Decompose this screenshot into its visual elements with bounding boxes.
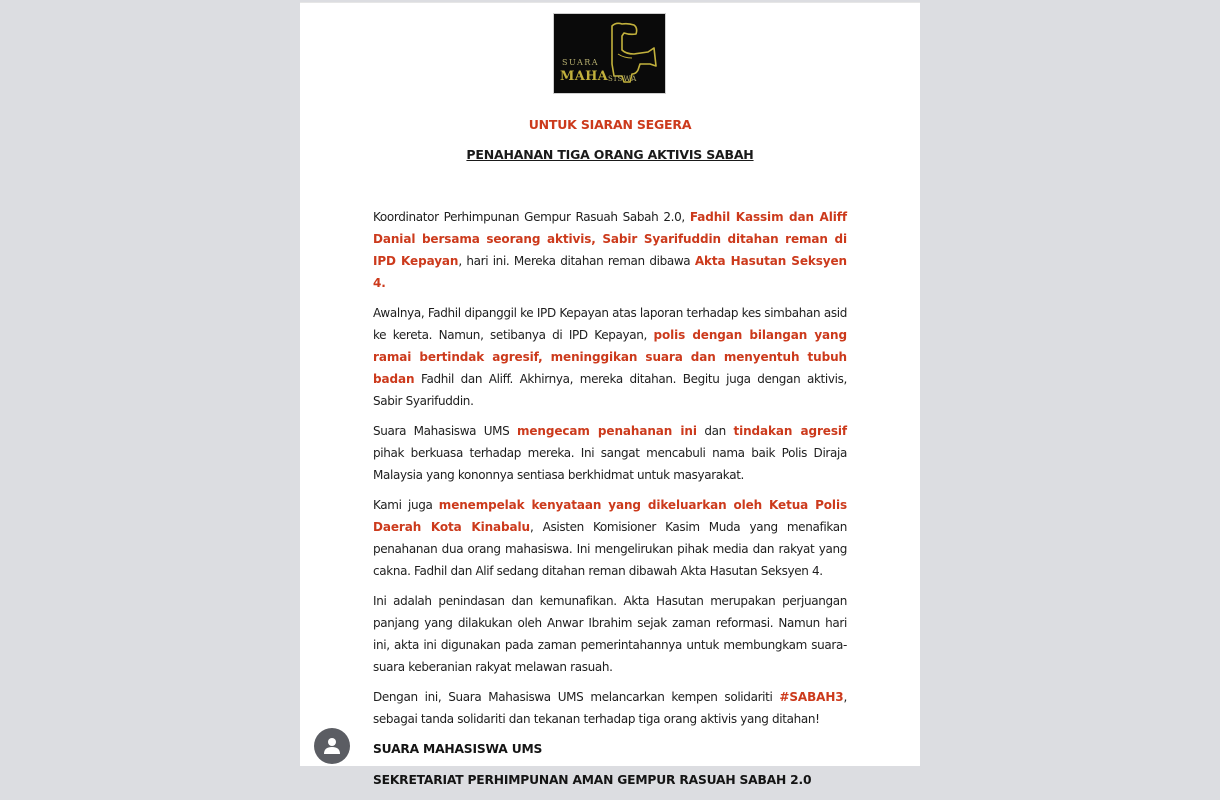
highlighted-text: tindakan agresif [733,424,848,438]
release-label: UNTUK SIARAN SEGERA [528,117,692,132]
paragraph [373,494,847,582]
highlighted-text: #SABAH3 [779,690,844,704]
body-text: , hari ini. Mereka ditahan reman dibawa [458,254,695,268]
signature-line-2: SEKRETARIAT PERHIMPUNAN AMAN GEMPUR RASUAH SABAH 2.0 [373,773,812,787]
paragraph [373,302,847,412]
signature-line-1: SUARA MAHASISWA UMS [373,742,543,756]
document-page [300,2,920,787]
document-body [373,206,847,800]
suara-mahasiswa-logo [553,13,666,94]
document-title: PENAHANAN TIGA ORANG AKTIVIS SABAH [466,147,754,162]
body-text: Fadhil dan Aliff. Akhirnya, mereka ditahan. Begitu juga dengan aktivis, Sabir Syarifuddin. [373,372,847,408]
logo-text-suara: SUARA [562,58,600,67]
body-text: , sebagai tanda solidariti dan tekanan terhadap tiga orang aktivis yang ditahan! [373,690,847,726]
paragraph [373,686,847,730]
highlighted-text: mengecam penahanan ini [516,424,697,438]
body-text: Suara Mahasiswa UMS [373,424,517,438]
paragraph [373,206,847,294]
body-text: Koordinator Perhimpunan Gempur Rasuah Sabah 2.0, [373,210,690,224]
avatar-button[interactable] [314,728,350,764]
highlighted-text: Fadhil Kassim dan Aliff Danial bersama seorang aktivis, Sabir Syarifuddin ditahan reman di IPD Kepayan [373,210,848,268]
body-text: Awalnya, Fadhil dipanggil ke IPD Kepayan atas laporan terhadap kes simbahan asid ke kereta. Namun, setibanya di IPD Kepayan, [373,306,847,342]
body-text: Kami juga [373,498,439,512]
body-text: Dengan ini, Suara Mahasiswa UMS melancarkan kempen solidariti [373,690,780,704]
logo-text-siswa: SISWA [608,75,638,83]
logo-text-maha: MAHA [560,69,609,84]
body-text: Ini adalah penindasan dan kemunafikan. Akta Hasutan merupakan perjuangan panjang yang dilakukan oleh Anwar Ibrahim sejak zaman reformasi. Namun hari ini, akta ini digunakan pada zaman pemerintahannya untuk membungkam suara-suara keberanian rakyat melawan rasuah. [373,594,847,674]
body-text: pihak berkuasa terhadap mereka. Ini sangat mencabuli nama baik Polis Diraja Malaysia yang kononnya sentiasa berkhidmat untuk masyarakat. [373,446,847,482]
person-icon [323,736,341,756]
paragraph [373,590,847,678]
body-text: dan [696,424,734,438]
body-text: , Asisten Komisioner Kasim Muda yang menafikan penahanan dua orang mahasiswa. Ini mengelirukan pihak media dan rakyat yang cakna. Fadhil dan Alif sedang ditahan reman dibawah Akta Hasutan Seksyen 4. [373,520,847,578]
highlighted-text: polis dengan bilangan yang ramai bertindak agresif, meninggikan suara dan menyentuh tubuh badan [373,328,847,386]
highlighted-text: Akta Hasutan Seksyen 4. [373,254,848,290]
paragraph [373,420,847,486]
highlighted-text: menempelak kenyataan yang dikeluarkan oleh Ketua Polis Daerah Kota Kinabalu [373,498,847,534]
